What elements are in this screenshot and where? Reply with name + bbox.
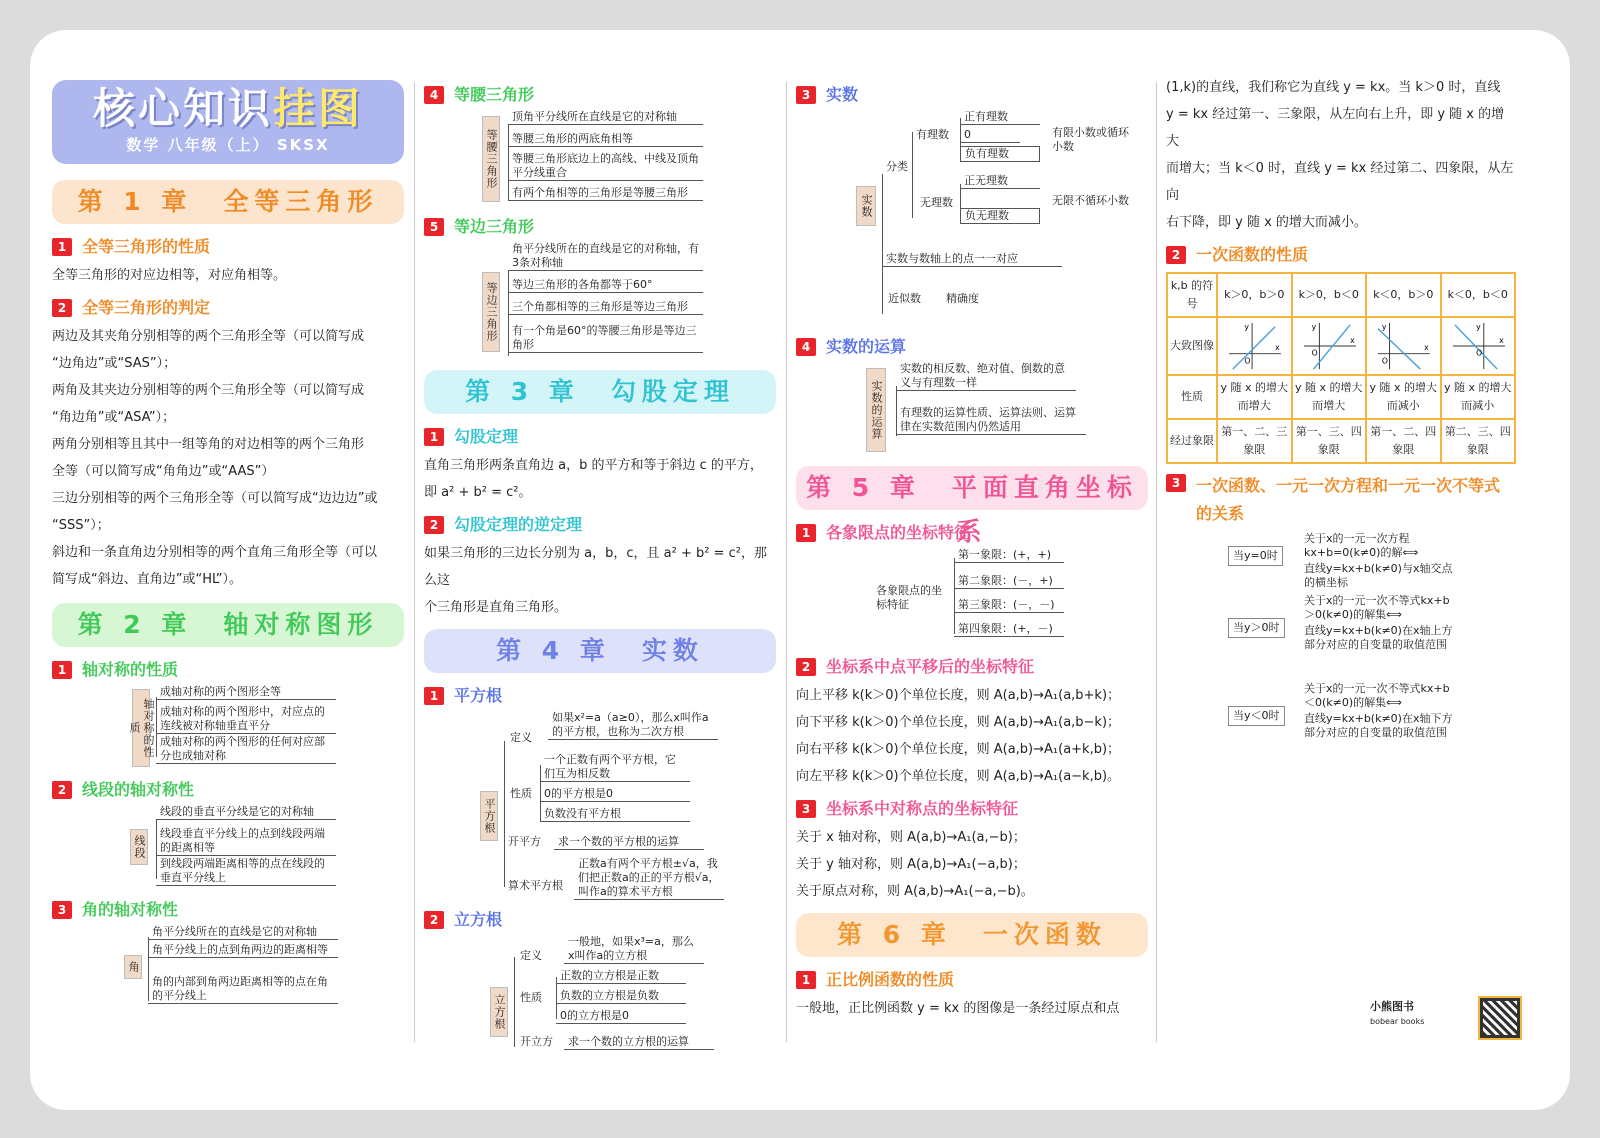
- section-text: 个三角形是直角三角形。: [424, 600, 568, 615]
- section-text: y = kx 经过第一、三象限，从左向右上升，即 y 随 x 的增大: [1166, 107, 1505, 149]
- graph-icon: [1374, 321, 1432, 371]
- title-highlight: 挂图: [273, 84, 364, 133]
- section-heading: 1 各象限点的坐标特征: [796, 522, 1148, 544]
- congruence-criteria: 两边及其夹角分别相等的两个三角形全等（可以简写成 “边角边”或“SAS”）； 两角及其夹边分别相等的两个三角形全等（可以简写成 “角边角”或“ASA”）； 两角分别相等且其中一组等角的对边相等的两个三角形 全等（可以简写成“角角边”或“AAS”） 三边分别相等的两个三角形全等（可以简写成“边边边”或 “SSS”）； 斜边和一条直角边分别相等的两个直角三角形全等（可以 简写成“斜边、直角边”或“HL”）。: [52, 329, 378, 587]
- poster-title: [52, 80, 404, 164]
- svg-text:y: y: [1382, 322, 1387, 332]
- graph-icon: [1225, 321, 1283, 371]
- section-text: 关于 x 轴对称，则 A(a,b)→A₁(a,−b)；: [796, 830, 1026, 845]
- relation-diagram: 当y=0时 关于x的一元一次方程kx+b=0(k≠0)的解⟺ 直线y=kx+b(k≠0)与x轴交点的横坐标 当y＞0时 关于x的一元一次不等式kx+b＞0(k≠0)的解集⟺ 直线y=kx+b(k≠0)在x轴上方部分对应的自变量的取值范围 当y＜0时 关于x的一元一次不等式kx+b＜0(k≠0)的解集⟺ 直线y=kx+b(k≠0)在x轴下方部分对应的自变量的取值范围: [1166, 532, 1516, 762]
- section-heading: 1 平方根: [424, 685, 776, 707]
- chapter-5-banner: 第 5 章 平面直角坐标系: [796, 466, 1148, 510]
- section-heading: 3 实数: [796, 84, 1148, 106]
- column-divider: [414, 82, 415, 1042]
- svg-text:x: x: [1275, 342, 1280, 352]
- poster: [30, 30, 1570, 1110]
- title-text: 核心知识: [92, 84, 273, 133]
- section-text: 向上平移 k(k＞0)个单位长度，则 A(a,b)→A₁(a,b+k)；: [796, 688, 1121, 703]
- chapter-3-banner: 第 3 章 勾股定理: [424, 370, 776, 414]
- section-heading: 4 实数的运算: [796, 336, 1148, 358]
- svg-text:O: O: [1475, 348, 1482, 358]
- svg-text:O: O: [1311, 348, 1318, 358]
- graph-icon: [1449, 321, 1507, 371]
- brand-logo: 小熊图书 bobear books: [1370, 1000, 1425, 1026]
- section-heading: 1 勾股定理: [424, 426, 776, 448]
- section-heading: 1 正比例函数的性质: [796, 969, 1148, 991]
- column-4: [1166, 74, 1516, 766]
- linear-function-table: k,b 的符号 k＞0，b＞0 k＞0，b＜0 k＜0，b＞0 k＜0，b＜0 大致图像 O x y O x y O x y O x y 性质 y 随 x 的增大而增大 y 随 x 的增大而增大 y 随 x 的增大而减小 y 随 x 的增大而减小 经过象限 第一、二、三象限 第一、三、四象限 第一、二、四象限 第二、三、四象限: [1166, 272, 1516, 464]
- qr-code: [1480, 998, 1520, 1038]
- section-heading: 3 坐标系中对称点的坐标特征: [796, 798, 1148, 820]
- chapter-6-banner: 第 6 章 一次函数: [796, 913, 1148, 957]
- mind-map: 实数的运算 实数的相反数、绝对值、倒数的意义与有理数一样 有理数的运算性质、运算法则、运算律在实数范围内仍然适用: [796, 362, 1148, 458]
- section-text: 直角三角形两条直角边 a，b 的平方和等于斜边 c 的平方，: [424, 458, 763, 473]
- section-heading: 4 等腰三角形: [424, 84, 776, 106]
- column-divider: [786, 82, 787, 1042]
- mind-map: 平方根 定义 如果x²=a（a≥0），那么x叫作a的平方根，也称为二次方根 性质 一个正数有两个平方根，它们互为相反数 0的平方根是0 负数没有平方根 开平方 求一个数的平方根的运算 算术平方根 正数a有两个平方根±√a，我们把正数a的正的平方根√a，叫作a的算术平方根: [424, 711, 776, 901]
- section-text: 向左平移 k(k＞0)个单位长度，则 A(a,b)→A₁(a−k,b)。: [796, 769, 1121, 784]
- mind-map: 立方根 定义 一般地，如果x³=a，那么x叫作a的立方根 性质 正数的立方根是正数 负数的立方根是负数 0的立方根是0 开立方 求一个数的立方根的运算: [424, 935, 776, 1055]
- column-1: [52, 80, 404, 1015]
- section-text: 即 a² + b² = c²。: [424, 485, 532, 500]
- section-text: 关于 y 轴对称，则 A(a,b)→A₁(−a,b)；: [796, 857, 1026, 872]
- svg-text:y: y: [1475, 322, 1481, 332]
- section-heading: 3 一次函数、一元一次方程和一元一次不等式的关系: [1166, 472, 1516, 528]
- section-text: 右下降，即 y 随 x 的增大而减小。: [1166, 215, 1367, 230]
- section-text: 向下平移 k(k＞0)个单位长度，则 A(a,b)→A₁(a,b−k)；: [796, 715, 1121, 730]
- section-text: 一般地，正比例函数 y = kx 的图像是一条经过原点和点: [796, 1001, 1120, 1016]
- section-text: 关于原点对称，则 A(a,b)→A₁(−a,−b)。: [796, 884, 1034, 899]
- svg-text:x: x: [1498, 336, 1504, 346]
- chapter-4-banner: 第 4 章 实数: [424, 629, 776, 673]
- chapter-1-banner: 第 1 章 全等三角形: [52, 180, 404, 224]
- chapter-2-banner: 第 2 章 轴对称图形: [52, 603, 404, 647]
- mind-map: 轴对称的性质 成轴对称的两个图形全等 成轴对称的两个图形中，对应点的连线被对称轴垂直平分 成轴对称的两个图形的任何对应部分也成轴对称: [52, 685, 404, 771]
- svg-text:O: O: [1382, 356, 1389, 366]
- mind-map: 等边三角形 角平分线所在的直线是它的对称轴，有3条对称轴 等边三角形的各角都等于60° 三个角都相等的三角形是等边三角形 有一个角是60°的等腰三角形是等边三角形: [424, 242, 776, 362]
- section-heading: 5 等边三角形: [424, 216, 776, 238]
- mind-map: 角 角平分线所在的直线是它的对称轴 角平分线上的点到角两边的距离相等 角的内部到角两边距离相等的点在角的平分线上: [52, 925, 404, 1011]
- section-heading: 3 角的轴对称性: [52, 899, 404, 921]
- column-3: [796, 76, 1148, 1022]
- mind-map: 实数 分类 有理数 正有理数 0 负有理数 有限小数或循环小数 无理数 正无理数 负无理数 无限不循环小数 实数与数轴上的点一一对应 近似数 精确度: [796, 110, 1148, 328]
- section-text: 全等三角形的对应边相等，对应角相等。: [52, 268, 287, 283]
- mind-map: 各象限点的坐标特征 第一象限：(+，+) 第二象限：(－，+) 第三象限：(－，－) 第四象限：(+，－): [796, 548, 1148, 648]
- section-heading: 2 全等三角形的判定: [52, 297, 404, 319]
- column-2: [424, 76, 776, 1059]
- section-text: 而增大；当 k＜0 时，直线 y = kx 经过第二、四象限，从左向: [1166, 161, 1514, 203]
- section-text: 如果三角形的三边长分别为 a，b，c，且 a² + b² = c²，那么这: [424, 546, 767, 588]
- section-heading: 2 坐标系中点平移后的坐标特征: [796, 656, 1148, 678]
- mind-map: 线段 线段的垂直平分线是它的对称轴 线段垂直平分线上的点到线段两端的距离相等 到线段两端距离相等的点在线段的垂直平分线上: [52, 805, 404, 891]
- mind-map: 等腰三角形 顶角平分线所在直线是它的对称轴 等腰三角形的两底角相等 等腰三角形底边上的高线、中线及顶角平分线重合 有两个角相等的三角形是等腰三角形: [424, 110, 776, 208]
- svg-text:x: x: [1349, 336, 1355, 346]
- section-text: (1,k)的直线，我们称它为直线 y = kx。当 k＞0 时，直线: [1166, 80, 1501, 95]
- svg-text:x: x: [1424, 342, 1429, 352]
- column-divider: [1156, 82, 1157, 1042]
- svg-text:y: y: [1244, 322, 1250, 332]
- svg-text:O: O: [1244, 356, 1251, 366]
- graph-icon: [1300, 321, 1358, 371]
- section-heading: 2 立方根: [424, 909, 776, 931]
- svg-text:y: y: [1311, 322, 1317, 332]
- section-heading: 1 全等三角形的性质: [52, 236, 404, 258]
- section-text: 向右平移 k(k＞0)个单位长度，则 A(a,b)→A₁(a+k,b)；: [796, 742, 1121, 757]
- section-heading: 2 线段的轴对称性: [52, 779, 404, 801]
- title-subtitle: 数学 八年级（上） SKSX: [126, 136, 330, 154]
- section-heading: 1 轴对称的性质: [52, 659, 404, 681]
- section-heading: 2 一次函数的性质: [1166, 244, 1516, 266]
- section-heading: 2 勾股定理的逆定理: [424, 514, 776, 536]
